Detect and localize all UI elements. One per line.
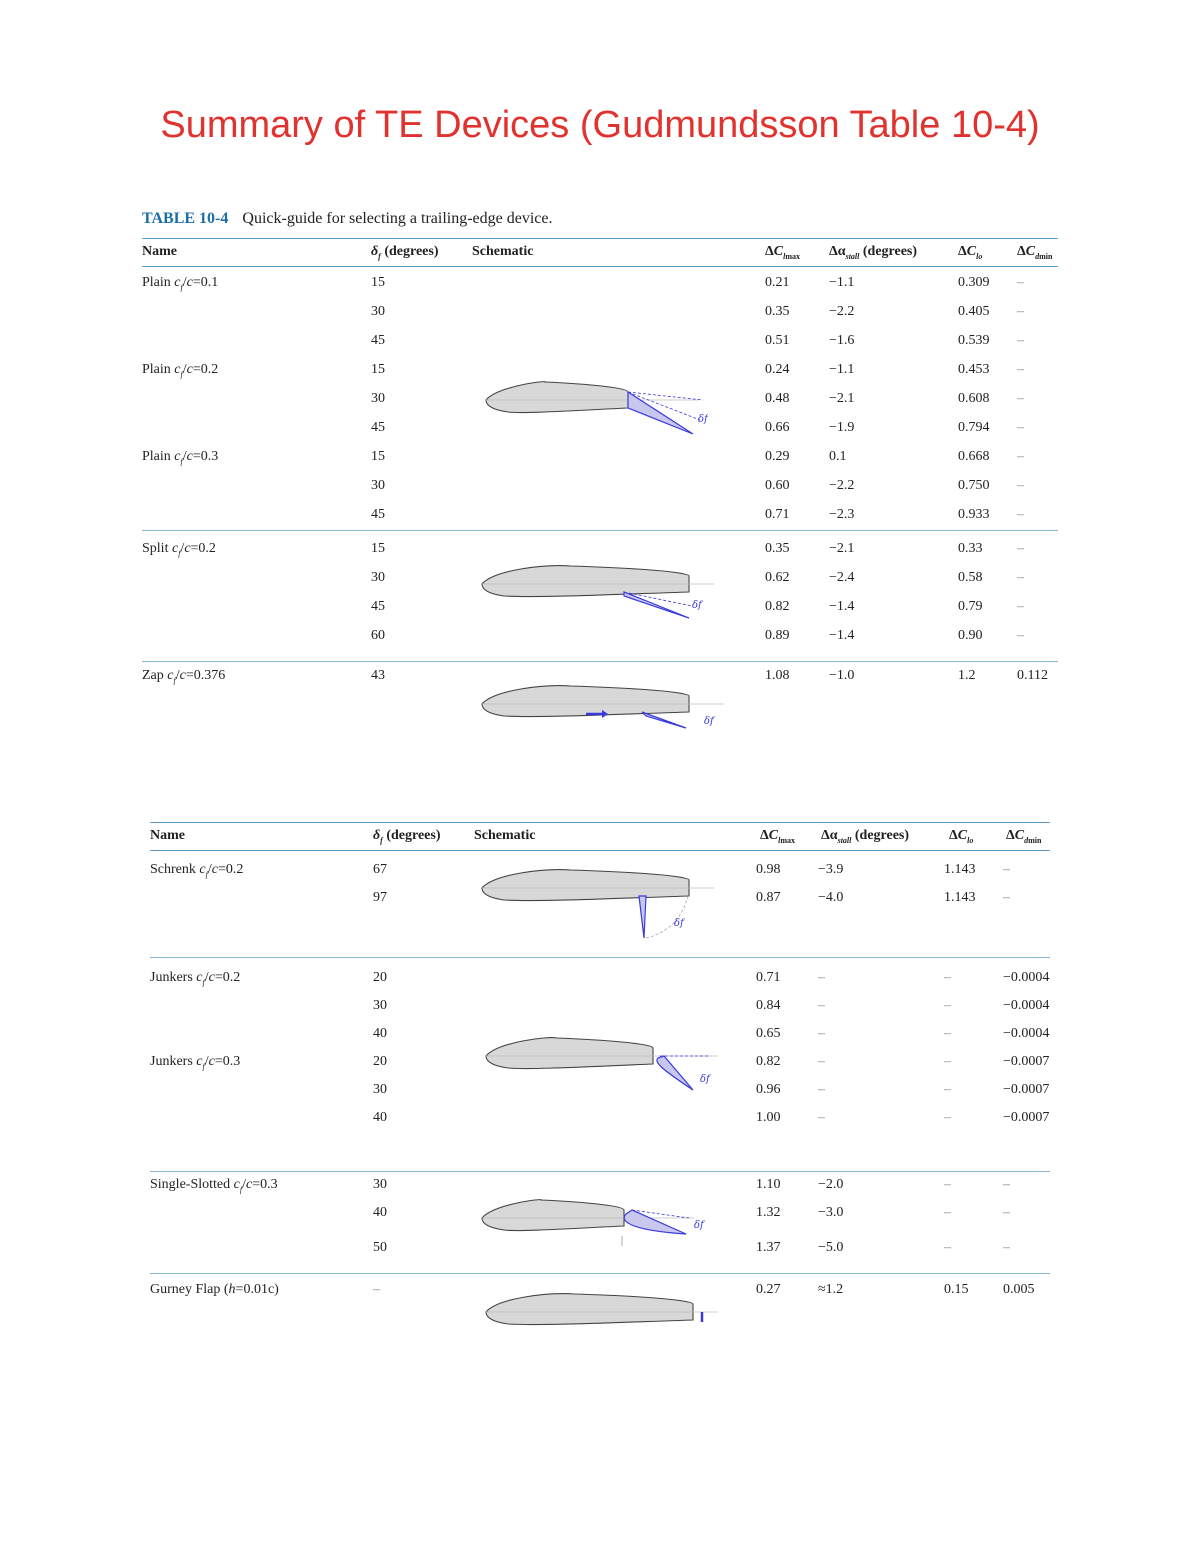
cell-dcd-min: – xyxy=(1003,1240,1010,1255)
column-header-name: Name xyxy=(142,244,177,259)
cell-dalpha-stall: – xyxy=(818,970,825,985)
column-header-dalpha-stall: $\Delta\alpha_{stall}$ (degrees) xyxy=(829,244,918,261)
cell-dcd-min: – xyxy=(1017,420,1024,435)
page-title: Summary of TE Devices (Gudmundsson Table 10-4) xyxy=(160,104,1040,146)
cell-deflection: 97 xyxy=(373,890,387,905)
cell-dalpha-stall: −3.9 xyxy=(818,862,844,877)
airfoil-body xyxy=(482,1200,624,1231)
cell-deflection: 15 xyxy=(371,275,385,290)
cell-dcd-min: – xyxy=(1017,275,1024,290)
group-separator xyxy=(150,957,1050,958)
cell-dcl-max: 0.98 xyxy=(756,862,781,877)
cell-dcl-max: 0.71 xyxy=(756,970,781,985)
cell-dcl0: 0.405 xyxy=(958,304,990,319)
cell-dcl-max: 0.82 xyxy=(756,1054,781,1069)
cell-dcd-min: −0.0007 xyxy=(1003,1110,1050,1125)
cell-dcl0: – xyxy=(944,998,951,1013)
cell-deflection: 43 xyxy=(371,668,385,683)
table-top-rule xyxy=(142,238,1058,239)
column-header-dcd-min: $\Delta C_{dmin}$ xyxy=(1006,828,1042,845)
column-header-name: Name xyxy=(150,828,185,843)
cell-dcl0: 0.608 xyxy=(958,391,990,406)
deflection-symbol: δf xyxy=(704,716,714,727)
cell-dcd-min: – xyxy=(1017,304,1024,319)
table-label: TABLE 10-4 xyxy=(142,210,229,227)
cell-deflection: 15 xyxy=(371,541,385,556)
cell-dalpha-stall: −2.3 xyxy=(829,507,855,522)
column-header-dcl-max: $\Delta C_{lmax}$ xyxy=(765,244,801,261)
cell-deflection: 40 xyxy=(373,1110,387,1125)
cell-deflection: 30 xyxy=(371,304,385,319)
cell-dcl-max: 0.71 xyxy=(765,507,790,522)
cell-dcl0: 0.79 xyxy=(958,599,983,614)
cell-dcl0: 0.668 xyxy=(958,449,990,464)
cell-dcd-min: – xyxy=(1003,1205,1010,1220)
group-separator xyxy=(142,661,1058,662)
airfoil-body xyxy=(482,870,689,901)
deflection-symbol: δf xyxy=(700,1074,710,1085)
cell-dalpha-stall: – xyxy=(818,1054,825,1069)
cell-dcd-min: – xyxy=(1017,478,1024,493)
airfoil-body xyxy=(486,1038,653,1069)
cell-deflection: 67 xyxy=(373,862,387,877)
schematic-zap-flap xyxy=(474,682,724,732)
schematic-schrenk-flap xyxy=(474,866,714,941)
group-separator xyxy=(150,1171,1050,1172)
cell-dcl-max: 0.84 xyxy=(756,998,781,1013)
header-bottom-rule xyxy=(150,850,1050,851)
cell-dalpha-stall: −2.1 xyxy=(829,391,855,406)
cell-dcl-max: 0.21 xyxy=(765,275,790,290)
cell-dalpha-stall: −2.2 xyxy=(829,304,855,319)
cell-deflection: 30 xyxy=(371,478,385,493)
flap-element xyxy=(657,1056,693,1090)
cell-dcl-max: 0.24 xyxy=(765,362,790,377)
schematic-plain-flap xyxy=(478,378,708,438)
cell-dcl0: 0.58 xyxy=(958,570,983,585)
flap-element xyxy=(642,712,686,728)
cell-dcl-max: 1.32 xyxy=(756,1205,781,1220)
cell-dalpha-stall: −1.9 xyxy=(829,420,855,435)
cell-deflection: 60 xyxy=(371,628,385,643)
cell-dcl0: 1.143 xyxy=(944,890,976,905)
cell-name: Split $c_f/c=0.2$ xyxy=(142,541,216,558)
cell-deflection: – xyxy=(373,1282,380,1297)
cell-deflection: 30 xyxy=(373,1082,387,1097)
cell-dalpha-stall: −2.1 xyxy=(829,541,855,556)
cell-dalpha-stall: −2.0 xyxy=(818,1177,844,1192)
cell-dcl0: 0.309 xyxy=(958,275,990,290)
airfoil-body xyxy=(482,686,689,717)
cell-dalpha-stall: −1.6 xyxy=(829,333,855,348)
cell-dcl0: 0.750 xyxy=(958,478,990,493)
cell-dalpha-stall: −5.0 xyxy=(818,1240,844,1255)
table-top-rule xyxy=(150,822,1050,823)
schematic-single-slotted-flap xyxy=(474,1196,714,1252)
cell-dalpha-stall: −1.0 xyxy=(829,668,855,683)
cell-dalpha-stall: −1.1 xyxy=(829,362,855,377)
column-header-dalpha-stall: $\Delta\alpha_{stall}$ (degrees) xyxy=(821,828,910,845)
cell-dcd-min: – xyxy=(1003,890,1010,905)
cell-deflection: 50 xyxy=(373,1240,387,1255)
column-header-deflection: $\delta_f$ (degrees) xyxy=(373,828,441,845)
cell-dcl-max: 1.37 xyxy=(756,1240,781,1255)
cell-dcd-min: −0.0007 xyxy=(1003,1054,1050,1069)
cell-deflection: 45 xyxy=(371,507,385,522)
deflection-symbol: δf xyxy=(692,600,702,611)
cell-dcd-min: −0.0007 xyxy=(1003,1082,1050,1097)
cell-dalpha-stall: −1.4 xyxy=(829,628,855,643)
cell-dcl-max: 1.08 xyxy=(765,668,790,683)
cell-dcl0: – xyxy=(944,1240,951,1255)
cell-dcd-min: −0.0004 xyxy=(1003,1026,1050,1041)
cell-dalpha-stall: – xyxy=(818,1082,825,1097)
cell-deflection: 20 xyxy=(373,1054,387,1069)
cell-dcl-max: 0.60 xyxy=(765,478,790,493)
deflection-symbol: δf xyxy=(694,1220,704,1231)
group-separator xyxy=(150,1273,1050,1274)
cell-dcl-max: 0.48 xyxy=(765,391,790,406)
cell-dcl0: – xyxy=(944,970,951,985)
group-separator xyxy=(142,530,1058,531)
flap-element xyxy=(639,896,646,938)
flap-element xyxy=(624,592,689,618)
cell-dcl0: 0.539 xyxy=(958,333,990,348)
deflection-arc xyxy=(646,896,688,938)
cell-dcl0: – xyxy=(944,1054,951,1069)
cell-dalpha-stall: −1.4 xyxy=(829,599,855,614)
schematic-gurney-flap xyxy=(478,1290,718,1334)
cell-dcl0: 0.15 xyxy=(944,1282,969,1297)
airfoil-body xyxy=(486,382,628,413)
column-header-dcl-max: $\Delta C_{lmax}$ xyxy=(760,828,796,845)
cell-name: Single-Slotted $c_f/c=0.3$ xyxy=(150,1177,278,1194)
cell-dcd-min: −0.0004 xyxy=(1003,970,1050,985)
cell-name: Schrenk $c_f/c=0.2$ xyxy=(150,862,244,879)
cell-name: Plain $c_f/c=0.1$ xyxy=(142,275,219,292)
cell-dalpha-stall: −4.0 xyxy=(818,890,844,905)
cell-dcl-max: 0.51 xyxy=(765,333,790,348)
column-header-dcl0: $\Delta C_{lo}$ xyxy=(949,828,974,845)
cell-dalpha-stall: 0.1 xyxy=(829,449,847,464)
airfoil-body xyxy=(486,1294,693,1325)
schematic-junkers-flap xyxy=(478,1034,718,1094)
cell-deflection: 40 xyxy=(373,1026,387,1041)
cell-dcl-max: 1.00 xyxy=(756,1110,781,1125)
cell-name: Junkers $c_f/c=0.3$ xyxy=(150,1054,241,1071)
cell-deflection: 30 xyxy=(371,570,385,585)
cell-dcl-max: 0.35 xyxy=(765,304,790,319)
cell-dcd-min: – xyxy=(1003,1177,1010,1192)
cell-deflection: 15 xyxy=(371,449,385,464)
airfoil-body xyxy=(482,566,689,597)
cell-dcl-max: 0.89 xyxy=(765,628,790,643)
cell-dcd-min: – xyxy=(1017,391,1024,406)
cell-dcl0: – xyxy=(944,1177,951,1192)
cell-dcl-max: 0.65 xyxy=(756,1026,781,1041)
cell-dalpha-stall: −3.0 xyxy=(818,1205,844,1220)
cell-dcl0: 1.2 xyxy=(958,668,976,683)
cell-name: Junkers $c_f/c=0.2$ xyxy=(150,970,241,987)
cell-dcl-max: 0.29 xyxy=(765,449,790,464)
table-caption xyxy=(142,210,552,228)
cell-dcd-min: – xyxy=(1017,362,1024,377)
cell-deflection: 45 xyxy=(371,333,385,348)
cell-name: Gurney Flap (h=0.01c) xyxy=(150,1282,279,1297)
cell-dcl-max: 0.82 xyxy=(765,599,790,614)
cell-dcl-max: 0.62 xyxy=(765,570,790,585)
cell-dcd-min: – xyxy=(1017,628,1024,643)
column-header-schematic: Schematic xyxy=(472,244,534,259)
table-caption-text: Quick-guide for selecting a trailing-edge device. xyxy=(242,210,553,227)
cell-dalpha-stall: – xyxy=(818,1026,825,1041)
cell-dcl0: 0.794 xyxy=(958,420,990,435)
cell-deflection: 30 xyxy=(373,1177,387,1192)
cell-dcl0: 1.143 xyxy=(944,862,976,877)
cell-dalpha-stall: – xyxy=(818,998,825,1013)
cell-dalpha-stall: −1.1 xyxy=(829,275,855,290)
deflection-symbol: δf xyxy=(674,918,684,929)
cell-dcd-min: 0.005 xyxy=(1003,1282,1035,1297)
header-bottom-rule xyxy=(142,266,1058,267)
cell-dalpha-stall: −2.2 xyxy=(829,478,855,493)
column-header-deflection: $\delta_f$ (degrees) xyxy=(371,244,439,261)
cell-dcd-min: −0.0004 xyxy=(1003,998,1050,1013)
cell-dcd-min: – xyxy=(1003,862,1010,877)
cell-dcl0: 0.453 xyxy=(958,362,990,377)
cell-dcl0: 0.33 xyxy=(958,541,983,556)
cell-dcl-max: 0.27 xyxy=(756,1282,781,1297)
column-header-schematic: Schematic xyxy=(474,828,536,843)
schematic-split-flap xyxy=(474,562,714,626)
deflection-symbol: δf xyxy=(698,414,708,425)
cell-deflection: 15 xyxy=(371,362,385,377)
cell-dcd-min: – xyxy=(1017,333,1024,348)
cell-deflection: 30 xyxy=(373,998,387,1013)
cell-dcl0: – xyxy=(944,1026,951,1041)
cell-dcd-min: – xyxy=(1017,507,1024,522)
column-header-dcl0: $\Delta C_{lo}$ xyxy=(958,244,983,261)
cell-dcl-max: 0.87 xyxy=(756,890,781,905)
cell-dcd-min: – xyxy=(1017,599,1024,614)
cell-dcl-max: 1.10 xyxy=(756,1177,781,1192)
cell-dcd-min: 0.112 xyxy=(1017,668,1048,683)
cell-name: Plain $c_f/c=0.3$ xyxy=(142,449,219,466)
cell-dcl-max: 0.35 xyxy=(765,541,790,556)
cell-dcd-min: – xyxy=(1017,570,1024,585)
cell-dcl0: – xyxy=(944,1205,951,1220)
cell-dcl0: – xyxy=(944,1082,951,1097)
cell-deflection: 20 xyxy=(373,970,387,985)
flap-element xyxy=(624,1210,686,1234)
cell-deflection: 45 xyxy=(371,420,385,435)
cell-dcl0: – xyxy=(944,1110,951,1125)
cell-dcl-max: 0.96 xyxy=(756,1082,781,1097)
cell-dcl0: 0.933 xyxy=(958,507,990,522)
cell-dcl0: 0.90 xyxy=(958,628,983,643)
flap-element xyxy=(628,392,693,434)
column-header-dcd-min: $\Delta C_{dmin}$ xyxy=(1017,244,1053,261)
cell-name: Plain $c_f/c=0.2$ xyxy=(142,362,219,379)
cell-deflection: 30 xyxy=(371,391,385,406)
cell-dcd-min: – xyxy=(1017,541,1024,556)
cell-name: Zap $c_f/c=0.376$ xyxy=(142,668,226,685)
cell-dalpha-stall: −2.4 xyxy=(829,570,855,585)
cell-dalpha-stall: – xyxy=(818,1110,825,1125)
cell-dcl-max: 0.66 xyxy=(765,420,790,435)
cell-deflection: 40 xyxy=(373,1205,387,1220)
cell-dcd-min: – xyxy=(1017,449,1024,464)
cell-deflection: 45 xyxy=(371,599,385,614)
cell-dalpha-stall: ≈1.2 xyxy=(818,1282,844,1297)
